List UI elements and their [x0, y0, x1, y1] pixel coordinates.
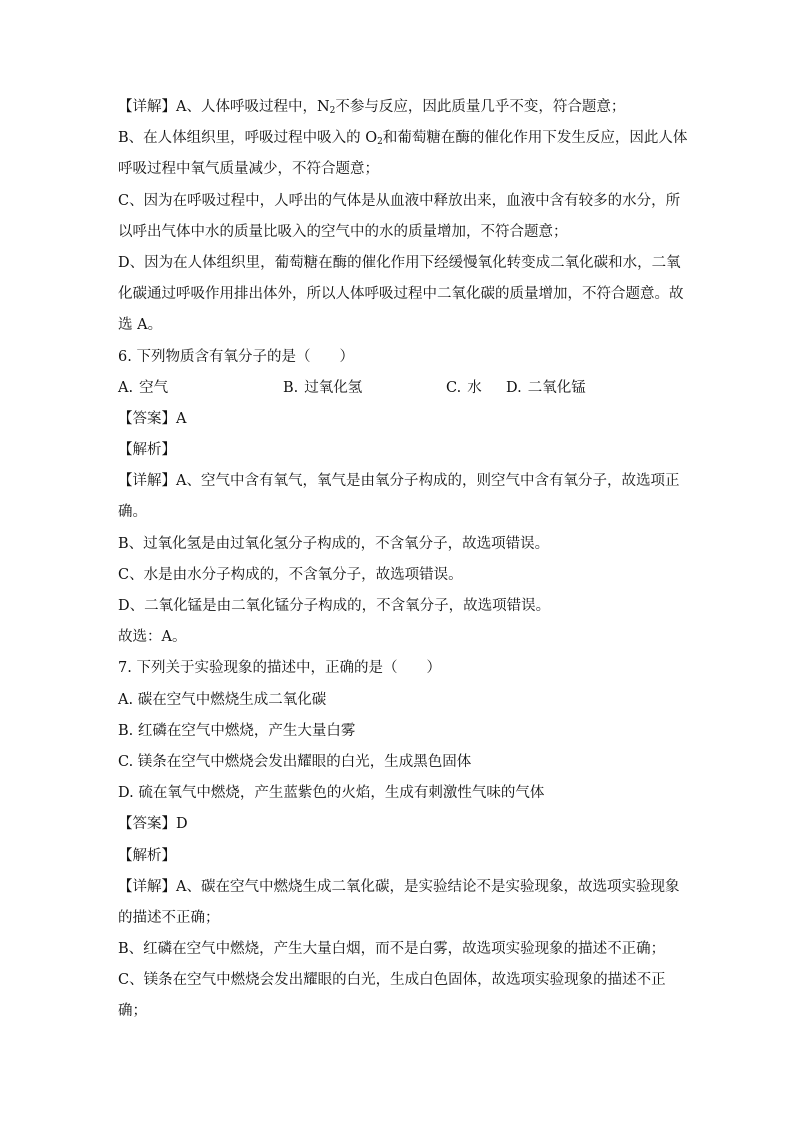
option-text: 水 [467, 379, 482, 396]
subscript: 2 [329, 106, 336, 116]
detail-tag: 【详解】 [118, 878, 176, 895]
option-text: 空气 [139, 379, 169, 396]
q7-detail-line-4: C、镁条在空气中燃烧会发出耀眼的白光，生成白色固体，故选项实验现象的描述不正 [118, 972, 666, 989]
q7-analysis-tag: 【解析】 [118, 847, 176, 864]
q6-answer [118, 404, 678, 435]
q5-detail-line-b2: 呼吸过程中氧气质量减少，不符合题意； [118, 161, 379, 178]
answer-tag: 【答案】 [118, 410, 176, 427]
q6-detail-line-4: C、水是由水分子构成的，不含氧分子，故选项错误。 [118, 566, 463, 583]
text: A、人体呼吸过程中，N [176, 99, 330, 115]
q6-option-c [446, 373, 482, 404]
q7-answer [118, 809, 678, 840]
q7-detail-line-2: 的描述不正确； [118, 909, 220, 926]
option-letter: C. [446, 379, 462, 396]
option-letter: A. [118, 379, 134, 396]
q6-question: 6. 下列物质含有氧分子的是（ ） [118, 348, 354, 365]
q6-detail-line-2: 确。 [118, 504, 147, 521]
q6-option-b [283, 373, 362, 404]
detail-tag: 【详解】 [118, 99, 176, 115]
text: 不参与反应，因此质量几乎不变，符合题意； [335, 99, 626, 115]
answer-tag: 【答案】 [118, 816, 176, 833]
text: 和葡萄糖在酶的催化作用下发生反应，因此人体 [382, 130, 688, 147]
q6-detail-line-5: D、二氧化锰是由二氧化锰分子构成的，不含氧分子，故选项错误。 [118, 598, 551, 614]
q7-detail-line-5: 确； [118, 1003, 147, 1020]
q6-detail-line-1 [118, 466, 678, 497]
q6-option-d [506, 373, 586, 404]
document-page [118, 92, 688, 1028]
q5-detail-line-b1 [118, 123, 688, 154]
q7-detail-line-1 [118, 872, 678, 903]
option-text: 过氧化氢 [304, 379, 363, 396]
q6-analysis-tag: 【解析】 [118, 442, 176, 459]
detail-tag: 【详解】 [118, 473, 176, 490]
q7-option-c: C. 镁条在空气中燃烧会发出耀眼的白光，生成黑色固体 [118, 753, 472, 770]
subscript: 2 [377, 137, 383, 148]
q7-question: 7. 下列关于实验现象的描述中，正确的是（ ） [118, 660, 441, 677]
q5-detail-line-d1: D、因为在人体组织里，葡萄糖在酶的催化作用下经缓慢氧化转变成二氧化碳和水，二氧 [118, 254, 681, 271]
answer-value: A [176, 410, 187, 427]
q6-option-a [118, 373, 168, 404]
text: A、碳在空气中燃烧生成二氧化碳，是实验结论不是实验现象，故选项实验现象 [176, 878, 680, 895]
option-letter: D. [506, 379, 522, 396]
q5-detail-line-c2: 以呼出气体中水的质量比吸入的空气中的水的质量增加，不符合题意； [118, 223, 568, 240]
text: B、在人体组织里，呼吸过程中吸入的 O [118, 130, 378, 147]
q7-option-a: A. 碳在空气中燃烧生成二氧化碳 [118, 691, 327, 708]
answer-value: D [176, 816, 188, 833]
option-text: 二氧化锰 [527, 379, 586, 396]
q6-detail-line-6: 故选：A。 [118, 629, 187, 646]
q5-detail-line-d3: 选 A。 [118, 317, 163, 334]
q5-detail-line-d2: 化碳通过呼吸作用排出体外，所以人体呼吸过程中二氧化碳的质量增加，不符合题意。故 [118, 286, 684, 303]
q6-detail-line-3: B、过氧化氢是由过氧化氢分子构成的，不含氧分子，故选项错误。 [118, 535, 550, 552]
text: A、空气中含有氧气，氧气是由氧分子构成的，则空气中含有氧分子，故选项正 [176, 473, 680, 490]
q7-option-d: D. 硫在氧气中燃烧，产生蓝紫色的火焰，生成有刺激性气味的气体 [118, 785, 545, 802]
q6-options [118, 373, 678, 404]
q5-detail-line-a [118, 92, 678, 123]
q5-detail-line-c1: C、因为在呼吸过程中，人呼出的气体是从血液中释放出来，血液中含有较多的水分，所 [118, 192, 681, 209]
q7-detail-line-3: B、红磷在空气中燃烧，产生大量白烟，而不是白雾，故选项实验现象的描述不正确； [118, 941, 666, 958]
q7-option-b: B. 红磷在空气中燃烧，产生大量白雾 [118, 722, 356, 739]
option-letter: B. [283, 379, 299, 396]
